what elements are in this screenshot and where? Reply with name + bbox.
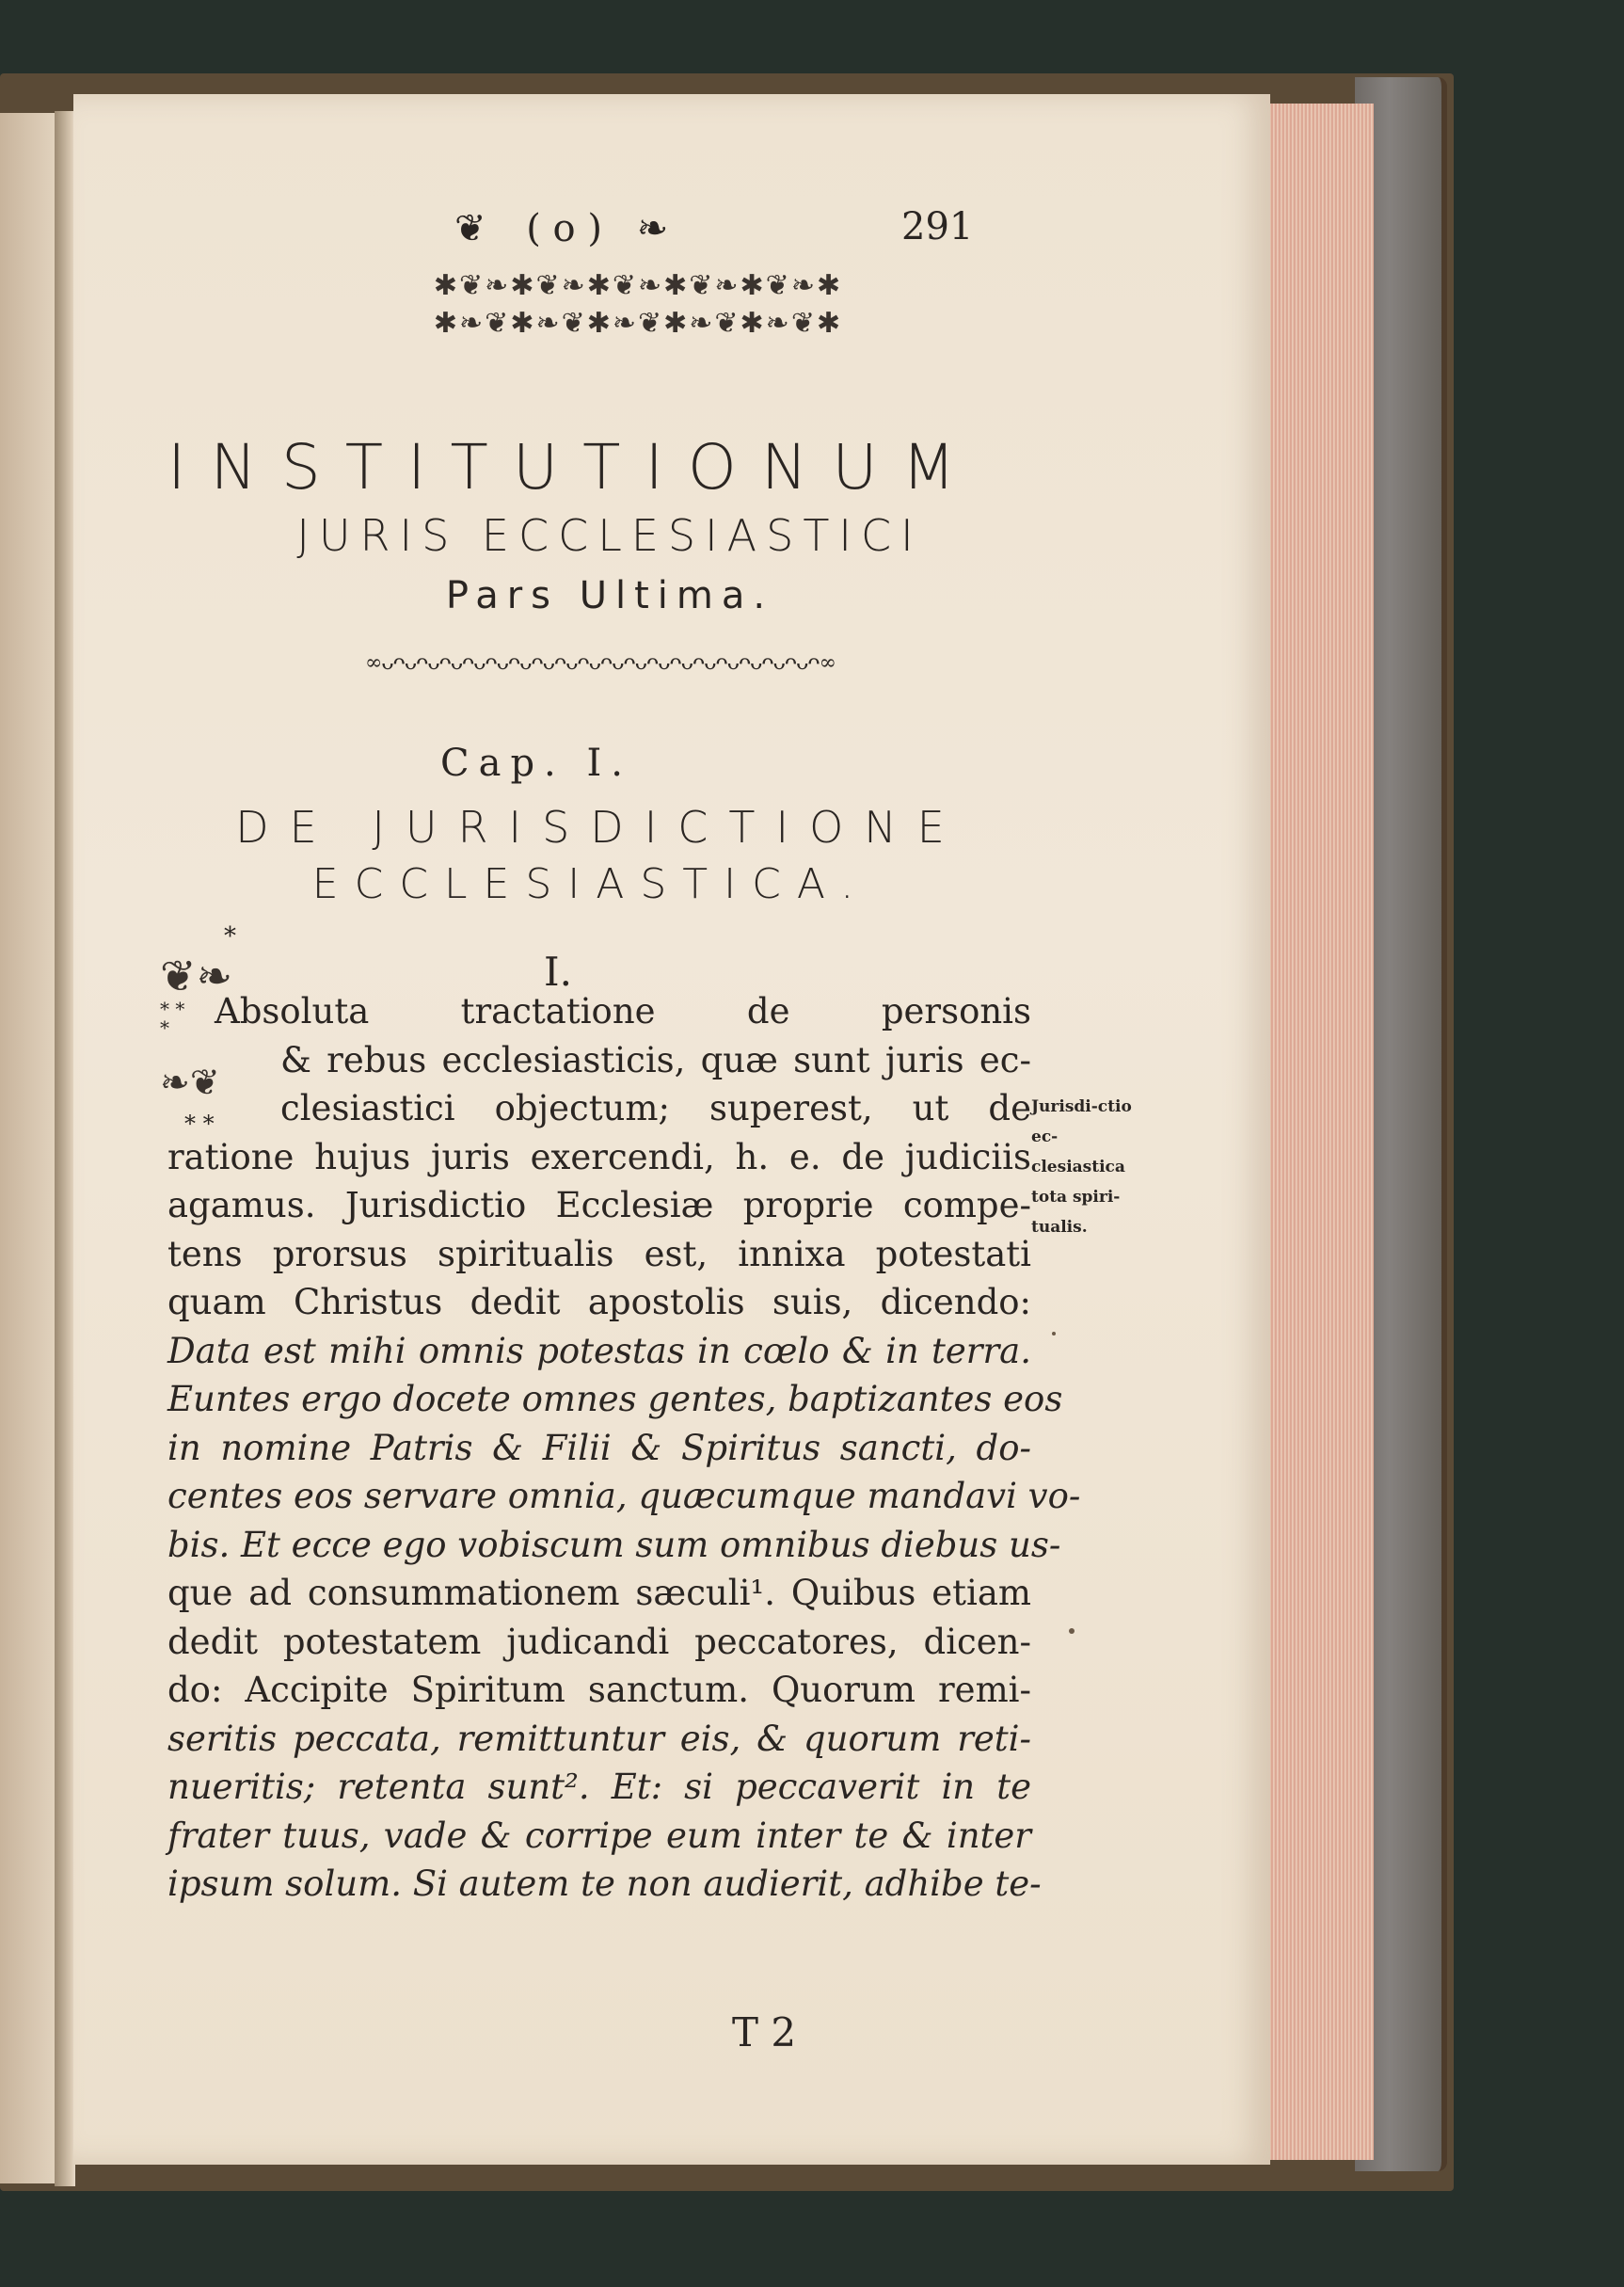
- decorative-rule: ∞ᴗᴖᴗᴖᴗᴖᴗᴖᴗᴖᴗᴖᴗᴖᴗᴖᴗᴖᴗᴖᴗᴖᴗᴖᴗᴖᴗᴖᴗᴖᴗᴖᴗᴖᴗᴖᴗᴖ∞: [365, 651, 836, 675]
- lower-ornament-icon: ❧❦: [160, 1062, 220, 1103]
- side-stars-icon: * * *: [160, 998, 185, 1039]
- body-line: nueritis; retenta sunt². Et: si peccaverit in te: [167, 1767, 1031, 1807]
- book-gutter: [55, 111, 75, 2186]
- running-head-center: ( o ): [526, 207, 602, 250]
- book-page: [73, 94, 1270, 2165]
- body-line: in nomine Patris & Filii & Spiritus sancti, do-: [167, 1427, 1031, 1468]
- body-line: Data est mihi omnis potestas in cœlo & in terra.: [167, 1330, 1031, 1371]
- star-icon: *: [224, 922, 236, 951]
- chapter-heading-line2: ECCLESIASTICA.: [311, 860, 870, 908]
- head-right-ornament-icon: ❧: [636, 207, 675, 250]
- running-head: [454, 207, 674, 250]
- margin-note: Jurisdi-ctio ec-clesiastica tota spiri-tualis.: [1031, 1097, 1132, 1237]
- dropcap-ornament-icon: ❦❧: [160, 951, 233, 1001]
- body-line: quam Christus dedit apostolis suis, dicendo:: [167, 1282, 1031, 1322]
- body-line: bis. Et ecce ego vobiscum sum omnibus diebus us-: [167, 1524, 1061, 1565]
- double-star-icon: * *: [184, 1111, 215, 1137]
- body-line: clesiastici objectum; superest, ut de: [280, 1088, 1031, 1128]
- body-line: & rebus ecclesiasticis, quæ sunt juris ec-: [280, 1039, 1031, 1080]
- body-line: agamus. Jurisdictio Ecclesiæ proprie compe-: [167, 1185, 1031, 1225]
- chapter-label: Cap. I.: [440, 742, 633, 785]
- ornament-band-bottom: ✱❧❦✱❧❦✱❧❦✱❧❦✱❧❦✱: [433, 307, 843, 340]
- body-line: frater tuus, vade & corripe eum inter te & inter: [167, 1815, 1031, 1856]
- body-line: centes eos servare omnia, quæcumque mandavi vo-: [167, 1476, 1081, 1516]
- body-line: Euntes ergo docete omnes gentes, baptizantes eos: [167, 1379, 1063, 1419]
- page-number: 291: [901, 205, 974, 248]
- page-edges: [1261, 104, 1374, 2160]
- title-sub: JURIS ECCLESIASTICI: [296, 510, 923, 561]
- section-number: I.: [544, 949, 572, 995]
- body-line: ratione hujus juris exercendi, h. e. de judiciis: [167, 1136, 1031, 1177]
- title-main: INSTITUTIONUM: [167, 431, 980, 504]
- body-line: Absoluta tractatione de personis: [215, 991, 1031, 1032]
- body-line: dedit potestatem judicandi peccatores, dicen-: [167, 1621, 1031, 1662]
- head-left-ornament-icon: ❦: [454, 207, 492, 250]
- chapter-heading-line1: DE JURISDICTIONE: [235, 802, 965, 853]
- ornament-band-top: ✱❦❧✱❦❧✱❦❧✱❦❧✱❦❧✱: [433, 269, 843, 302]
- body-line: seritis peccata, remittuntur eis, & quorum reti-: [167, 1718, 1031, 1759]
- paper-speck: [1052, 1332, 1056, 1335]
- body-line: ipsum solum. Si autem te non audierit, adhibe te-: [167, 1863, 1042, 1904]
- body-line: do: Accipite Spiritum sanctum. Quorum remi-: [167, 1670, 1031, 1710]
- title-part: Pars Ultima.: [445, 574, 774, 617]
- body-line: que ad consummationem sæculi¹. Quibus etiam: [167, 1573, 1031, 1613]
- body-line: tens prorsus spiritualis est, innixa potestati: [167, 1233, 1031, 1274]
- catchword: T 2: [732, 2009, 797, 2055]
- paper-speck: [1069, 1628, 1075, 1634]
